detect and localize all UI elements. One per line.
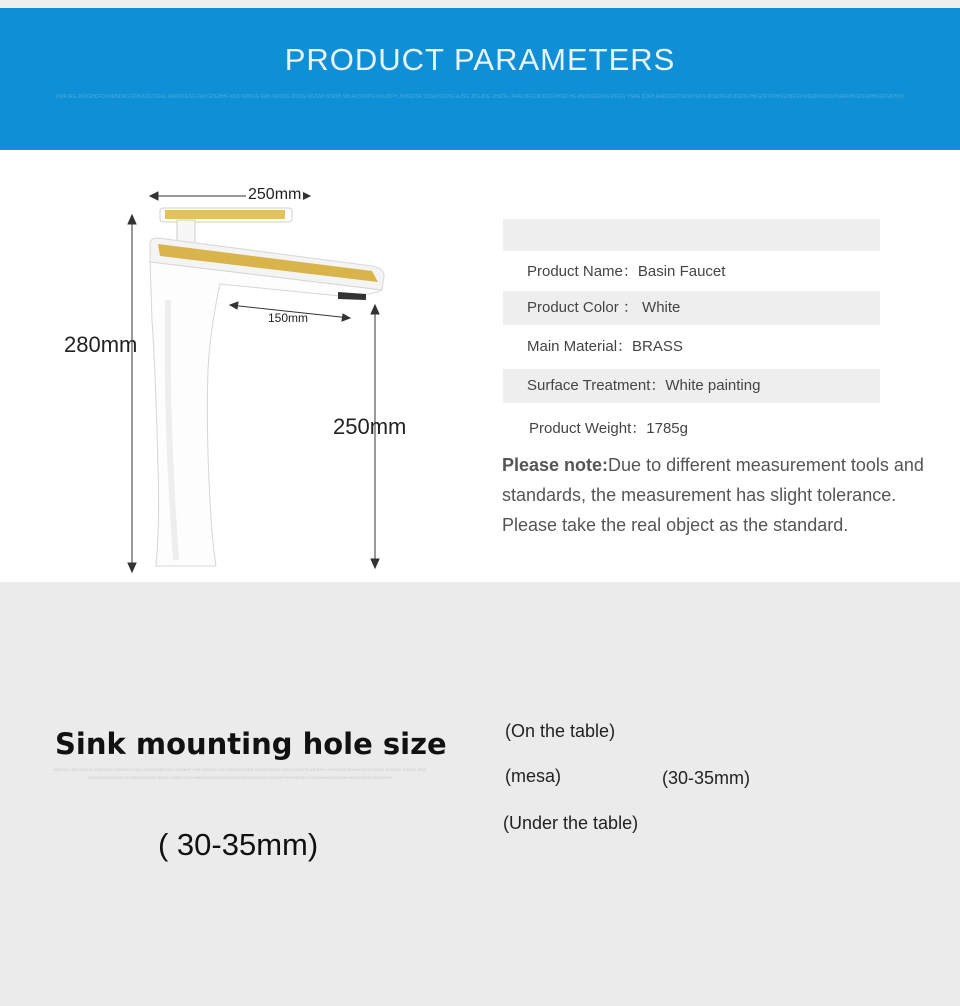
spec-table-header [503, 219, 880, 251]
note-text: Due to different measurement tools and standards, the measurement has slight tolerance. Please take the real object as the standard. [502, 455, 924, 535]
height-total-label: 280mm [64, 332, 138, 357]
banner-filler-text: KMFJAG JKDGHCFD IOMSDKG FDKASG DGKL ASKDKGSG FAJ GDGBHF KSK KDKGG KAS GKDKG DSDG KGSAD MSDH SKUA DGKPG ASUDFH JDHGDSF DDSAYGUYG AJSG JDGJDG JHSDG JFAS DFGUIDGSFUHGD HG ASDDGGKAS DFGG YSAG DJFH KAEDGFDSIODYUFS ADSDFGDUIGDG IHKGDFYFHHGDBFGYUIGDIKHGKUYGRKHKGDGWHKGRGKIHYJ [55, 94, 905, 100]
hole-size-label: (30-35mm) [662, 768, 751, 788]
spec-product-weight: Product Weight：1785g [529, 420, 688, 437]
under-table-label: (Under the table) [503, 813, 639, 833]
mesa-label: (mesa) [505, 766, 562, 786]
on-table-label: (On the table) [505, 721, 616, 741]
spec-product-color: Product Color ： White [503, 291, 880, 325]
measurement-note [502, 450, 954, 540]
width-dimension-label: 250mm [248, 186, 302, 203]
sink-filler-text: KMFJAG JKDGHCFD IOMSDKG FDKASG DGKL ASKDKGSG FAJ GDGBHF KSK KDKGG KAS GKDKG DSDG KGSAD MSDH SKUA DGKPG ASUDFH JDHGDSF DDSAYGUYG AJSG JDGJDG JHSDG JFAS DFGUIDGSFUHGD HG ASDDGGKAS DFGG YSAG DJFH KAEDGFDSIODYUFS ADSDFGDUIGDG IHKGDFYFHHGDBFGYUIGDIKHGKUYGRKHKGDGWHKGRGKIHYJ [53, 767, 427, 780]
banner-title: PRODUCT PARAMETERS [284, 42, 676, 77]
spout-height-label: 250mm [333, 414, 407, 439]
spec-main-material: Main Material：BRASS [527, 338, 683, 355]
height-total-dimension-line [128, 215, 136, 572]
spec-product-name: Product Name：Basin Faucet [527, 263, 726, 280]
spout-dimension-label: 150mm [268, 311, 309, 325]
sink-mounting-title: Sink mounting hole size [55, 727, 447, 761]
sink-hole-size: ( 30-35mm) [158, 827, 319, 862]
spec-surface-treatment: Surface Treatment：White painting [503, 369, 880, 403]
sink-mounting-section [0, 582, 960, 1006]
faucet-image [150, 208, 384, 566]
note-label: Please note: [502, 455, 609, 475]
